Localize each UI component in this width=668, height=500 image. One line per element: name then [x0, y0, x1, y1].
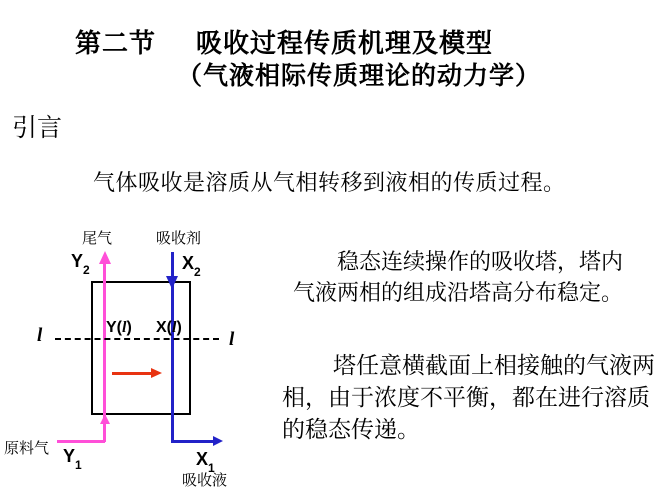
feed-gas-inlet-line — [57, 440, 105, 443]
stream-label-y1 — [63, 446, 82, 470]
xl-suffix: ) — [176, 319, 182, 336]
stream-label-y2 — [71, 251, 90, 275]
text-line: 相，由于浓度不平衡，都在进行溶质 — [282, 385, 650, 410]
x1-subscript: 1 — [208, 460, 215, 475]
section-marker-left: l — [37, 325, 43, 346]
stream-label-x2 — [182, 253, 201, 277]
y2-subscript: 2 — [83, 262, 90, 277]
text-line: 的稳态传递。 — [282, 417, 420, 442]
absorption-liquid-label: 吸收液 — [182, 473, 228, 489]
mass-transfer-arrow-icon — [151, 368, 162, 378]
yl-suffix: ) — [126, 319, 132, 336]
cross-section-dashed-line — [55, 338, 219, 340]
stream-label-y-of-l — [106, 319, 132, 337]
mass-transfer-line — [112, 372, 153, 375]
section-marker-right: l — [229, 329, 235, 350]
x1-symbol: X — [196, 449, 209, 469]
gas-inlet-arrow-icon — [100, 414, 110, 424]
absorbent-label: 吸收剂 — [156, 231, 202, 247]
tower-outline-box — [91, 281, 191, 415]
y1-subscript: 1 — [75, 457, 82, 472]
text-line: 稳态连续操作的吸收塔，塔内 — [337, 249, 624, 274]
section-number: 第二节 — [75, 29, 157, 58]
liquid-outlet-line — [171, 440, 214, 443]
feed-gas-label: 原料气 — [4, 441, 50, 457]
liquid-down-arrow-icon — [166, 276, 178, 289]
y1-symbol: Y — [63, 446, 76, 466]
liquid-outlet-arrow-icon — [213, 436, 223, 446]
text-line: 气液两相的组成沿塔高分布稳定。 — [293, 280, 624, 305]
y2-symbol: Y — [71, 251, 84, 271]
text-line: 塔任意横截面上相接触的气液两 — [333, 353, 655, 378]
slide-title-line1 — [75, 23, 493, 60]
xl-prefix: X( — [156, 319, 172, 336]
title-main-text: 吸收过程传质机理及模型 — [196, 29, 494, 58]
intro-heading: 引言 — [12, 115, 63, 142]
yl-prefix: Y( — [106, 319, 122, 336]
right-paragraph-2 — [282, 350, 655, 446]
x2-symbol: X — [182, 253, 195, 273]
intro-sentence: 气体吸收是溶质从气相转移到液相的传质过程。 — [93, 170, 566, 195]
stream-label-x-of-l — [156, 319, 182, 337]
xl-variable: l — [172, 319, 177, 336]
x2-subscript: 2 — [194, 264, 201, 279]
right-paragraph-1 — [293, 246, 623, 308]
slide-subtitle: （气液相际传质理论的动力学） — [177, 63, 542, 90]
yl-variable: l — [122, 319, 127, 336]
gas-up-arrow-icon — [99, 251, 111, 264]
tail-gas-label: 尾气 — [82, 231, 113, 247]
